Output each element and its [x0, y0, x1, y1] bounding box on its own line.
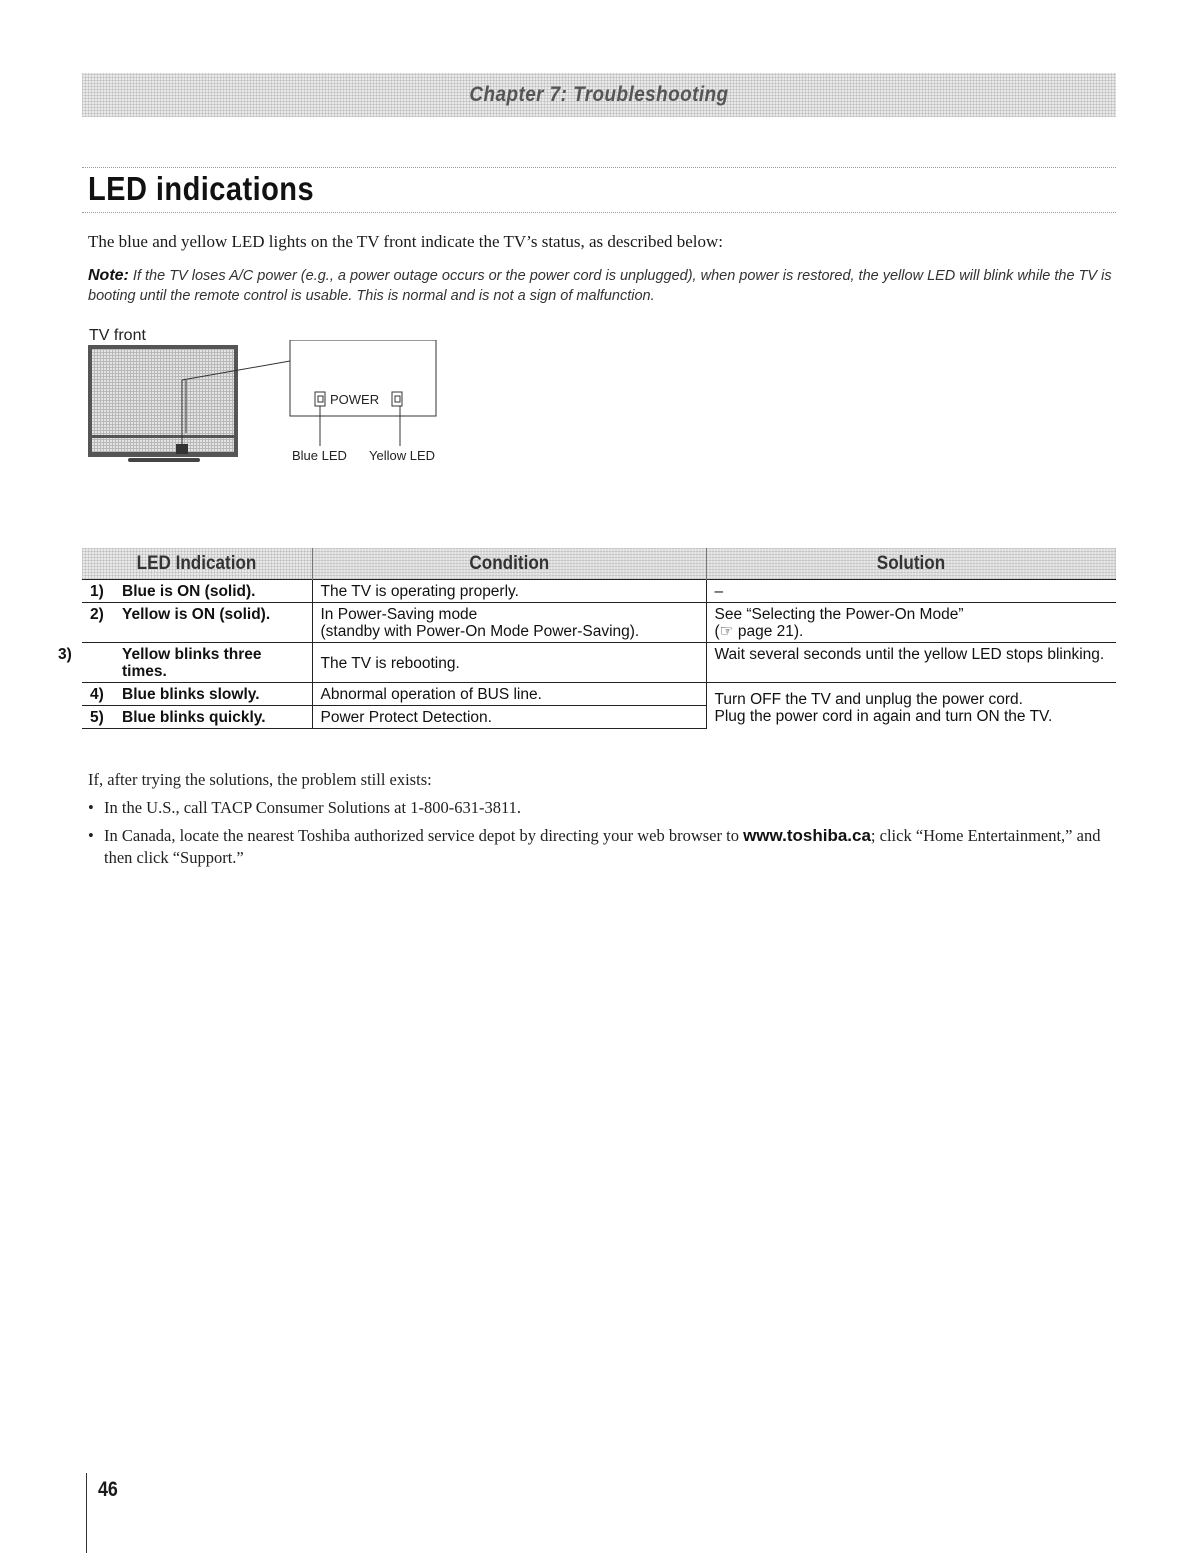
bullet-canada-support: • In Canada, locate the nearest Toshiba authorized service depot by directing your web browser to www.toshiba.ca; click “Home Entertainment,” and then click “Support.” [88, 825, 1114, 869]
condition-cell: Power Protect Detection. [312, 706, 706, 729]
shared-solution-cell: Turn OFF the TV and unplug the power cord. Plug the power cord in again and turn ON the TV. [706, 683, 1116, 729]
section-rule-bottom [82, 212, 1116, 213]
section-title: LED indications [88, 170, 315, 207]
led-indication-cell: 1) Blue is ON (solid). [82, 580, 312, 603]
tv-front-label: TV front [89, 327, 146, 344]
after-table-text: If, after trying the solutions, the problem still exists: [88, 770, 432, 789]
condition-cell: The TV is rebooting. [312, 643, 706, 683]
condition-cell: The TV is operating properly. [312, 580, 706, 603]
led-indication-cell: 4) Blue blinks slowly. [82, 683, 312, 706]
header-condition: Condition [312, 548, 706, 580]
power-label: POWER [330, 392, 380, 407]
intro-text: The blue and yellow LED lights on the TV front indicate the TV’s status, as described below: [88, 232, 724, 251]
bullet-us-support: • In the U.S., call TACP Consumer Solutions at 1-800-631-3811. [88, 797, 1114, 819]
header-led-indication: LED Indication [82, 548, 312, 580]
section-rule-top [82, 167, 1116, 168]
header-solution: Solution [706, 548, 1116, 580]
solution-cell: Wait several seconds until the yellow LED stops blinking. [706, 643, 1116, 683]
tv-icon [88, 345, 238, 462]
note-label: Note: [88, 267, 129, 284]
yellow-led-label: Yellow LED [369, 448, 436, 463]
led-indication-cell: 3) Yellow blinks three times. [82, 643, 312, 683]
toshiba-url-link[interactable]: www.toshiba.ca [743, 826, 871, 845]
chapter-banner [82, 73, 1116, 117]
table-row [82, 580, 1116, 603]
condition-cell: Abnormal operation of BUS line. [312, 683, 706, 706]
solution-cell: See “Selecting the Power-On Mode” (☞ page 21). [706, 603, 1116, 643]
table-row [82, 603, 1116, 643]
solution-cell: – [706, 580, 1116, 603]
page-number-rule [86, 1473, 87, 1553]
note-text: If the TV loses A/C power (e.g., a power outage occurs or the power cord is unplugged), when power is restored, the yellow LED will blink while the TV is booting until the remote control is usable. This is normal and is not a sign of malfunction. [88, 268, 1112, 304]
led-indication-cell: 2) Yellow is ON (solid). [82, 603, 312, 643]
page-number: 46 [98, 1478, 118, 1501]
chapter-title: Chapter 7: Troubleshooting [469, 83, 729, 106]
condition-cell: In Power-Saving mode (standby with Power-On Mode Power-Saving). [312, 603, 706, 643]
blue-led-label: Blue LED [292, 448, 347, 463]
note [88, 266, 1118, 306]
led-indication-table [58, 548, 1116, 729]
table-row [82, 643, 1116, 683]
table-row [82, 683, 1116, 706]
led-indication-cell: 5) Blue blinks quickly. [82, 706, 312, 729]
